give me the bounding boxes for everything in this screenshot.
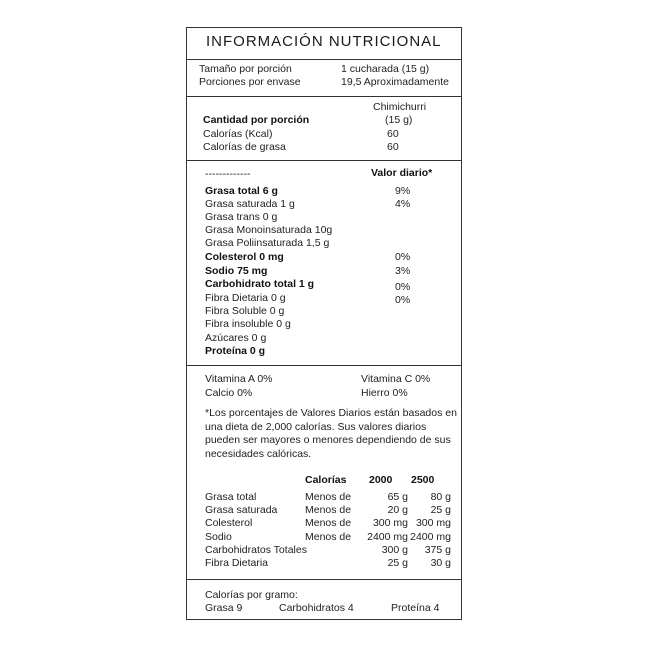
nutrient-dv: 0% (395, 294, 411, 306)
nutrient-dv: 4% (395, 198, 411, 210)
product-portion: (15 g) (385, 114, 413, 126)
nutrient-label: Grasa Monoinsaturada 10g (205, 224, 333, 236)
per-gram-heading: Calorías por gramo: (205, 589, 298, 601)
ref-row-2500: 2400 mg (410, 531, 451, 543)
ref-row-2500: 300 mg (415, 517, 451, 529)
ref-row-name: Colesterol (205, 517, 253, 529)
ref-row-2500: 30 g (430, 557, 451, 569)
calcium: Calcio 0% (205, 387, 253, 399)
divider (187, 365, 461, 366)
panel-title: INFORMACIÓN NUTRICIONAL (206, 33, 442, 50)
ref-row-name: Carbohidratos Totales (205, 544, 307, 556)
ref-row-2500: 25 g (430, 504, 451, 516)
ref-header-2500: 2500 (411, 474, 435, 486)
nutrient-label: Grasa saturada 1 g (205, 198, 295, 210)
per-gram-protein: Proteína 4 (391, 602, 440, 614)
divider (187, 59, 461, 60)
nutrient-label: Fibra Dietaria 0 g (205, 292, 286, 304)
fat-calories-value: 60 (387, 141, 399, 153)
divider (187, 96, 461, 97)
nutrient-dv: 0% (395, 281, 411, 293)
ref-row-qualifier: Menos de (305, 531, 352, 543)
nutrient-dv: 0% (395, 251, 411, 263)
ref-row-qualifier: Menos de (305, 491, 352, 503)
ref-row-2000: 20 g (387, 504, 408, 516)
nutrient-dv: 9% (395, 185, 411, 197)
ref-row-2500: 375 g (424, 544, 451, 556)
nutrient-label: Grasa Poliinsaturada 1,5 g (205, 237, 330, 249)
nutrient-dv: 3% (395, 265, 411, 277)
nutrition-facts-panel (186, 27, 462, 620)
ref-header-2000: 2000 (369, 474, 393, 486)
nutrient-label: Proteína 0 g (205, 345, 266, 357)
fat-calories-label: Calorías de grasa (203, 141, 286, 153)
servings-per-container-value: 19,5 Aproximadamente (341, 76, 449, 88)
dashes: ------------- (205, 168, 251, 180)
nutrient-label: Colesterol 0 mg (205, 251, 284, 263)
ref-row-2000: 300 mg (372, 517, 408, 529)
ref-row-name: Grasa saturada (205, 504, 278, 516)
nutrient-label: Fibra insoluble 0 g (205, 318, 291, 330)
serving-size-value: 1 cucharada (15 g) (341, 63, 430, 75)
nutrient-label: Grasa trans 0 g (205, 211, 278, 223)
calories-label: Calorías (Kcal) (203, 128, 273, 140)
ref-row-2000: 65 g (387, 491, 408, 503)
servings-per-container-label: Porciones por envase (199, 76, 301, 88)
nutrient-label: Carbohidrato total 1 g (205, 278, 315, 290)
ref-row-2500: 80 g (430, 491, 451, 503)
vitamin-a: Vitamina A 0% (205, 373, 273, 385)
ref-header-calories: Calorías (305, 474, 347, 486)
nutrient-label: Azúcares 0 g (205, 332, 267, 344)
ref-row-qualifier: Menos de (305, 517, 352, 529)
ref-row-name: Fibra Dietaria (205, 557, 269, 569)
amount-per-serving-heading: Cantidad por porción (203, 114, 310, 126)
ref-row-2000: 2400 mg (367, 531, 408, 543)
vitamin-c: Vitamina C 0% (361, 373, 431, 385)
ref-row-2000: 25 g (387, 557, 408, 569)
ref-row-name: Grasa total (205, 491, 257, 503)
ref-row-name: Sodio (205, 531, 232, 543)
iron: Hierro 0% (361, 387, 408, 399)
calories-value: 60 (387, 128, 399, 140)
nutrient-label: Grasa total 6 g (205, 185, 278, 197)
ref-row-2000: 300 g (381, 544, 408, 556)
per-gram-fat: Grasa 9 (205, 602, 243, 614)
ref-row-qualifier: Menos de (305, 504, 352, 516)
nutrient-label: Sodio 75 mg (205, 265, 268, 277)
serving-size-label: Tamaño por porción (199, 63, 292, 75)
nutrient-label: Fibra Soluble 0 g (205, 305, 285, 317)
per-gram-carbs: Carbohidratos 4 (279, 602, 354, 614)
daily-value-header: Valor diario* (371, 167, 433, 179)
product-name: Chimichurri (373, 101, 427, 113)
divider (187, 160, 461, 161)
daily-value-footnote: *Los porcentajes de Valores Diarios están basados en una dieta de 2,000 calorías. Sus valores diarios pueden ser mayores o menores dependiendo de sus necesidades calóricas. (205, 407, 457, 460)
divider (187, 579, 461, 580)
